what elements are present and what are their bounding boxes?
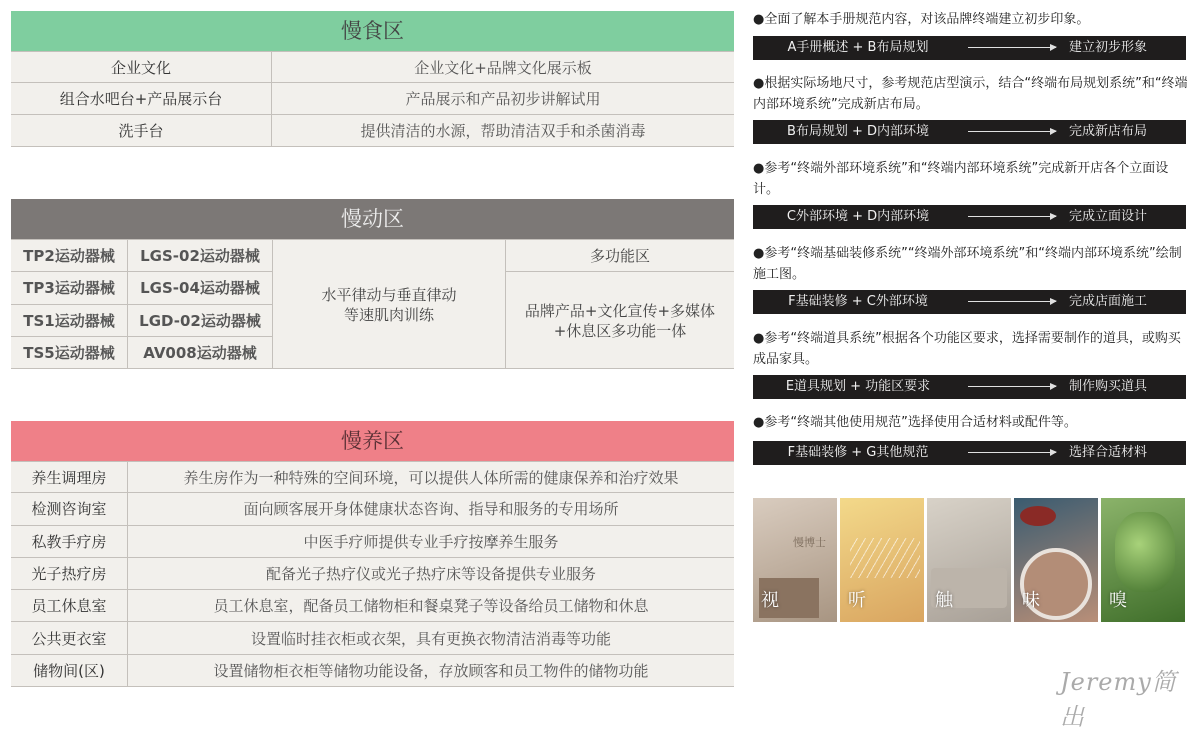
step-bar [753, 120, 1186, 144]
store-sign: 慢博士 [793, 536, 826, 549]
smell-photo [1101, 498, 1185, 622]
step-from: C外部环境 + D内部环境 [786, 209, 930, 224]
sense-caption: 味 [1022, 590, 1040, 611]
equipment-cell: LGD-02运动器械 [128, 305, 272, 337]
table-row [11, 622, 734, 654]
zone-item-desc: 配备光子热疗仪或光子热疗床等设备提供专业服务 [265, 565, 596, 584]
table-row [11, 655, 734, 687]
dates [1020, 506, 1056, 526]
motion-training-cell: 水平律动与垂直律动 等速肌肉训练 [272, 240, 506, 369]
step-from: A手册概述 + B布局规划 [787, 40, 929, 55]
zone-item-name: 公共更衣室 [11, 622, 128, 653]
sense-caption: 听 [848, 590, 866, 611]
sense-caption: 视 [761, 590, 779, 611]
equipment-cell: TS1运动器械 [11, 305, 128, 337]
care-zone-header: 慢养区 [11, 421, 734, 461]
arrow-right-icon [968, 452, 1056, 453]
zone-item-name: 企业文化 [11, 52, 272, 82]
arrow-right-icon [968, 386, 1056, 387]
zone-item-name: 光子热疗房 [11, 558, 128, 589]
equipment-cell: LGS-04运动器械 [128, 272, 272, 304]
food-zone-table [11, 51, 734, 147]
sense-caption: 触 [935, 590, 953, 611]
table-row [11, 461, 734, 493]
step-note: ●参考“终端道具系统”根据各个功能区要求，选择需要制作的道具，或购买成品家具。 [753, 331, 1181, 367]
zither-strings [850, 538, 920, 578]
zone-item-name: 员工休息室 [11, 590, 128, 621]
step-bar [753, 290, 1186, 314]
zone-item-name: 储物间(区) [11, 655, 128, 686]
multi-zone-desc: 品牌产品+文化宣传+多媒体 +休息区多功能一体 [524, 301, 716, 340]
hearing-photo [840, 498, 924, 622]
step-bar [753, 36, 1186, 60]
zone-item-name: 组合水吧台+产品展示台 [11, 83, 272, 114]
step-note: ●参考“终端基础装修系统”“终端外部环境系统”和“终端内部环境系统”绘制施工图。 [753, 246, 1182, 282]
zone-item-desc: 中医手疗师提供专业手疗按摩养生服务 [303, 532, 559, 551]
step-to: 完成店面施工 [1068, 294, 1147, 309]
step-to: 建立初步形象 [1068, 40, 1147, 55]
table-row [11, 526, 734, 558]
equipment-cell: TS5运动器械 [11, 337, 128, 369]
equipment-cell: AV008运动器械 [143, 344, 257, 363]
table-row [11, 590, 734, 622]
food-zone-header: 慢食区 [11, 11, 734, 51]
step-from: F基础装修 + C外部环境 [788, 294, 928, 309]
zone-item-name: 洗手台 [11, 115, 272, 146]
step-from: F基础装修 + G其他规范 [787, 445, 929, 460]
taste-photo [1014, 498, 1098, 622]
plant-leaves [1115, 512, 1175, 592]
multi-zone-title: 多功能区 [506, 240, 734, 272]
step-bar [753, 375, 1186, 399]
zone-item-name: 私教手疗房 [11, 526, 128, 557]
zone-item-desc: 设置临时挂衣柜或衣架，具有更换衣物清洁消毒等功能 [250, 629, 611, 648]
arrow-right-icon [968, 131, 1056, 132]
equipment-cell: TP2运动器械 [11, 240, 128, 272]
motion-zone-table [11, 239, 734, 369]
table-row [11, 558, 734, 590]
sense-caption: 嗅 [1109, 590, 1127, 611]
table-row [11, 115, 734, 147]
step-note: ●参考“终端其他使用规范”选择使用合适材料或配件等。 [753, 415, 1077, 430]
step-bar [753, 441, 1186, 465]
equipment-cell: LGS-02运动器械 [128, 240, 272, 272]
table-row [11, 83, 734, 115]
step-note: ●根据实际场地尺寸，参考规范店型演示，结合“终端布局规划系统”和“终端内部环境系统”完成新店布局。 [753, 76, 1188, 112]
step-to: 完成立面设计 [1068, 209, 1147, 224]
zone-item-desc: 养生房作为一种特殊的空间环境，可以提供人体所需的健康保养和治疗效果 [183, 468, 679, 487]
arrow-right-icon [968, 301, 1056, 302]
table-row [11, 51, 734, 83]
arrow-right-icon [968, 47, 1056, 48]
sight-photo [753, 498, 837, 622]
zone-item-desc: 企业文化+品牌文化展示板 [414, 58, 592, 77]
step-note: ●参考“终端外部环境系统”和“终端内部环境系统”完成新开店各个立面设计。 [753, 161, 1169, 197]
designer-signature: Jeremy简出 [1060, 668, 1177, 731]
zone-item-desc: 设置储物柜衣柜等储物功能设备，存放顾客和员工物件的储物功能 [213, 661, 649, 680]
zone-item-desc: 面向顾客展开身体健康状态咨询、指导和服务的专用场所 [243, 500, 619, 519]
table-row [11, 493, 734, 525]
zone-item-desc: 提供清洁的水源，帮助清洁双手和杀菌消毒 [360, 122, 646, 140]
zone-item-desc: 产品展示和产品初步讲解试用 [405, 90, 601, 108]
arrow-right-icon [968, 216, 1056, 217]
zone-item-desc: 员工休息室，配备员工储物柜和餐桌凳子等设备给员工储物和休息 [213, 597, 649, 616]
zone-item-name: 检测咨询室 [11, 493, 128, 524]
step-from: B布局规划 + D内部环境 [786, 124, 930, 139]
step-to: 完成新店布局 [1068, 124, 1147, 139]
step-from: E道具规划 + 功能区要求 [785, 379, 931, 394]
step-note: ●全面了解本手册规范内容，对该品牌终端建立初步印象。 [753, 12, 1090, 27]
touch-photo [927, 498, 1011, 622]
step-to: 选择合适材料 [1068, 445, 1147, 460]
zone-item-name: 养生调理房 [11, 462, 128, 492]
equipment-cell: TP3运动器械 [11, 272, 128, 304]
care-zone-table [11, 461, 734, 687]
motion-zone-header: 慢动区 [11, 199, 734, 239]
step-to: 制作购买道具 [1068, 379, 1147, 394]
step-bar [753, 205, 1186, 229]
